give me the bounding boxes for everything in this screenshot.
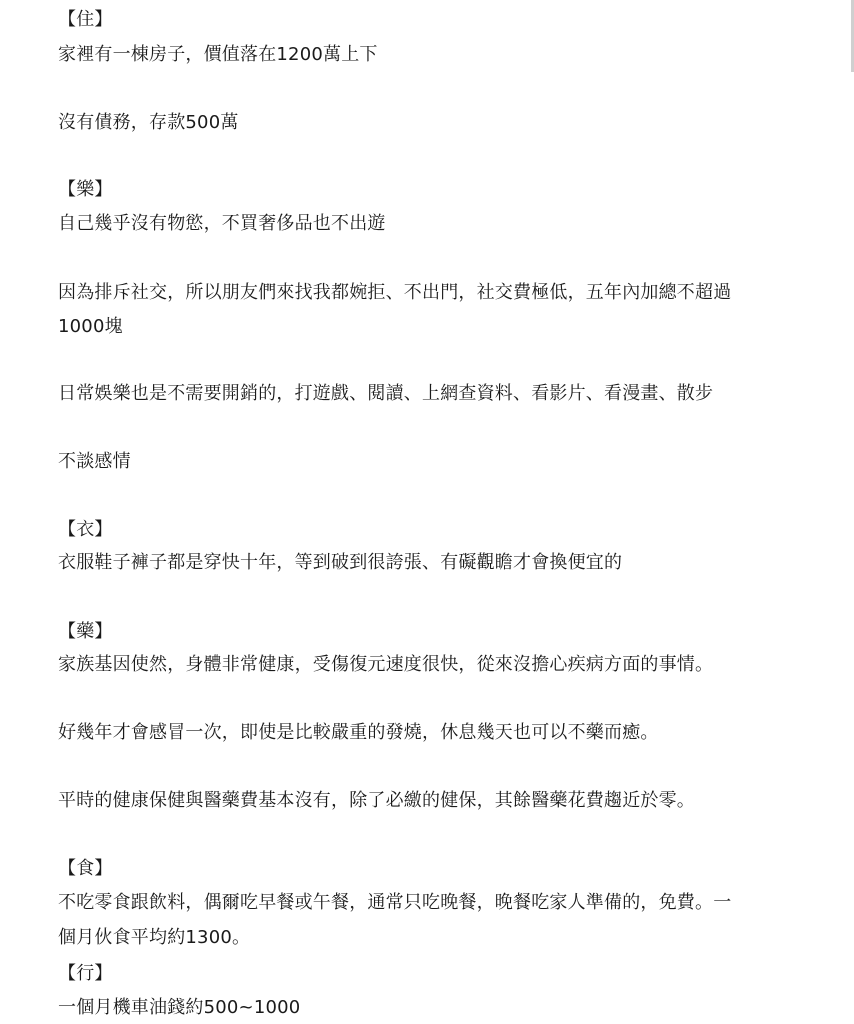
paragraph-text: 平時的健康保健與醫藥費基本沒有，除了必繳的健保，其餘醫藥花費趨近於零。 xyxy=(58,790,695,811)
paragraph-text: 不吃零食跟飲料，偶爾吃早餐或午餐，通常只吃晚餐，晚餐吃家人準備的，免費。一 xyxy=(58,892,732,913)
paragraph-text: 個月伙食平均約1300。 xyxy=(58,927,251,948)
section-heading-food: 【食】 xyxy=(58,858,113,879)
section-heading-clothing: 【衣】 xyxy=(58,519,113,540)
paragraph-text: 家族基因使然，身體非常健康，受傷復元速度很快，從來沒擔心疾病方面的事情。 xyxy=(58,654,714,675)
section-heading-leisure: 【樂】 xyxy=(58,179,113,200)
paragraph-text: 一個月機車油錢約500~1000 xyxy=(58,997,301,1018)
paragraph-text: 日常娛樂也是不需要開銷的，打遊戲、閱讀、上網查資料、看影片、看漫畫、散步 xyxy=(58,383,714,404)
paragraph-text: 因為排斥社交，所以朋友們來找我都婉拒、不出門，社交費極低，五年內加總不超過 xyxy=(58,282,732,303)
paragraph-text: 沒有債務，存款500萬 xyxy=(58,112,239,133)
paragraph-text: 家裡有一棟房子，價值落在1200萬上下 xyxy=(58,44,378,65)
section-heading-housing: 【住】 xyxy=(58,9,113,30)
section-heading-transport: 【行】 xyxy=(58,963,113,984)
paragraph-text: 1000塊 xyxy=(58,316,123,337)
paragraph-text: 自己幾乎沒有物慾，不買奢侈品也不出遊 xyxy=(58,213,386,234)
paragraph-text: 好幾年才會感冒一次，即使是比較嚴重的發燒，休息幾天也可以不藥而癒。 xyxy=(58,722,659,743)
paragraph-text: 不談感情 xyxy=(58,451,131,472)
section-heading-medicine: 【藥】 xyxy=(58,621,113,642)
paragraph-text: 衣服鞋子褲子都是穿快十年，等到破到很誇張、有礙觀瞻才會換便宜的 xyxy=(58,552,623,573)
